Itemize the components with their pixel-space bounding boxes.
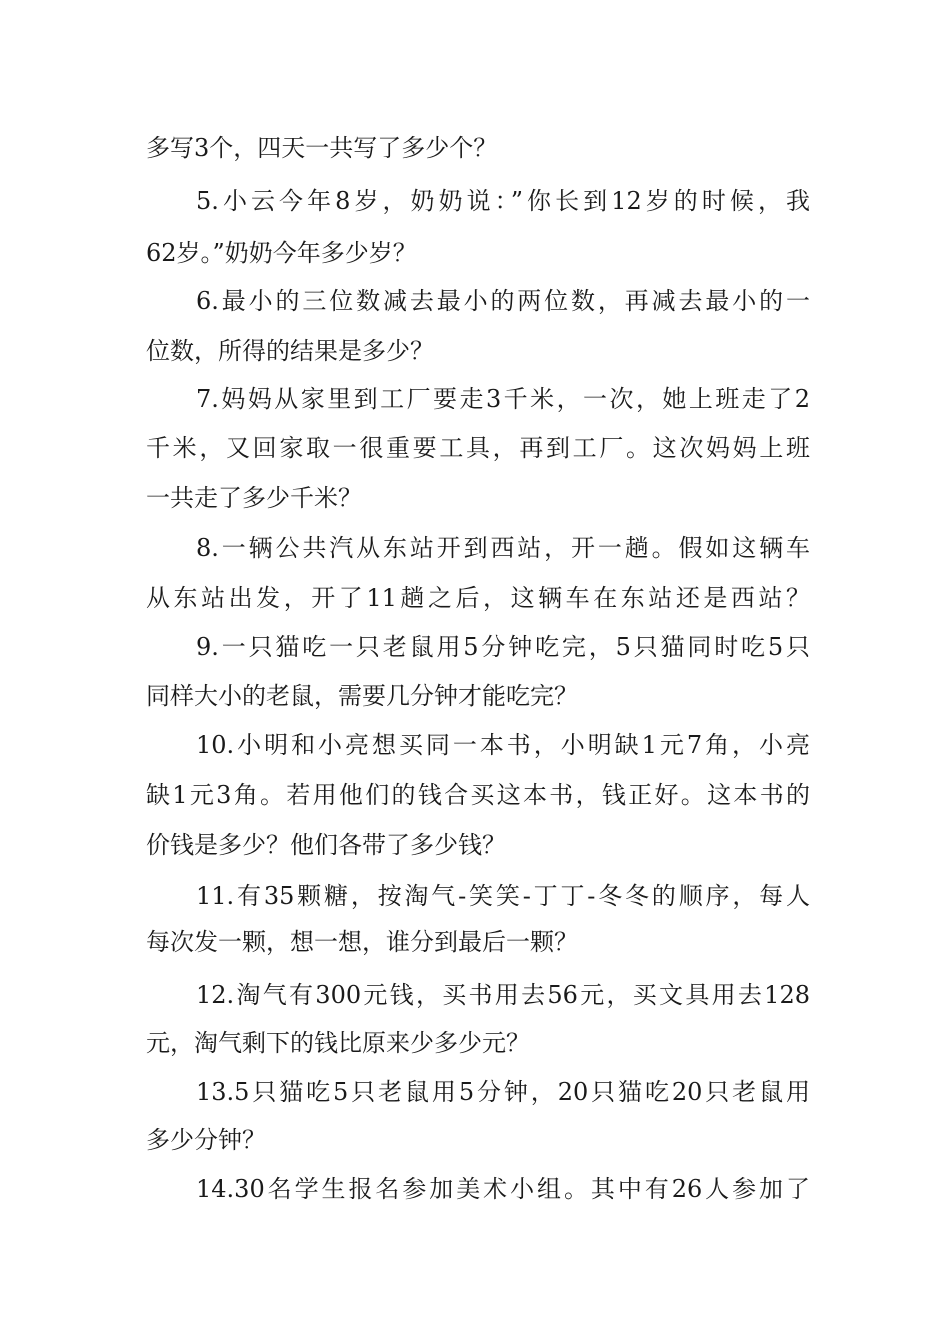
text-line: 6.最小的三位数减去最小的两位数，再减去最小的一 [196, 287, 810, 315]
text-line: 10.小明和小亮想买同一本书，小明缺1元7角，小亮 [196, 731, 810, 759]
text-line: 千米，又回家取一很重要工具，再到工厂。这次妈妈上班 [146, 434, 810, 462]
text-line: 从东站出发，开了11趟之后，这辆车在东站还是西站？ [146, 584, 810, 612]
text-line: 同样大小的老鼠，需要几分钟才能吃完？ [146, 682, 578, 710]
text-line: 12.淘气有300元钱，买书用去56元，买文具用去128 [196, 981, 810, 1009]
text-line: 7.妈妈从家里到工厂要走3千米，一次，她上班走了2 [196, 385, 810, 413]
text-line: 8.一辆公共汽从东站开到西站，开一趟。假如这辆车 [196, 534, 810, 562]
text-line: 每次发一颗，想一想，谁分到最后一颗？ [146, 928, 578, 956]
text-line: 元，淘气剩下的钱比原来少多少元？ [146, 1029, 530, 1057]
text-line: 9.一只猫吃一只老鼠用5分钟吃完，5只猫同时吃5只 [196, 633, 810, 661]
text-line: 11.有35颗糖，按淘气-笑笑-丁丁-冬冬的顺序，每人 [196, 882, 810, 910]
text-line: 多写3个，四天一共写了多少个？ [146, 134, 498, 162]
text-line: 位数，所得的结果是多少？ [146, 337, 434, 365]
text-line: 价钱是多少？他们各带了多少钱？ [146, 831, 506, 859]
text-line: 缺1元3角。若用他们的钱合买这本书，钱正好。这本书的 [146, 781, 810, 809]
text-line: 62岁。”奶奶今年多少岁？ [146, 239, 417, 267]
text-line: 一共走了多少千米？ [146, 484, 362, 512]
text-line: 14.30名学生报名参加美术小组。其中有26人参加了 [196, 1175, 810, 1203]
text-line: 多少分钟？ [146, 1126, 266, 1154]
text-line: 13.5只猫吃5只老鼠用5分钟，20只猫吃20只老鼠用 [196, 1078, 810, 1106]
text-line: 5.小云今年8岁，奶奶说：”你长到12岁的时候，我 [196, 187, 810, 215]
